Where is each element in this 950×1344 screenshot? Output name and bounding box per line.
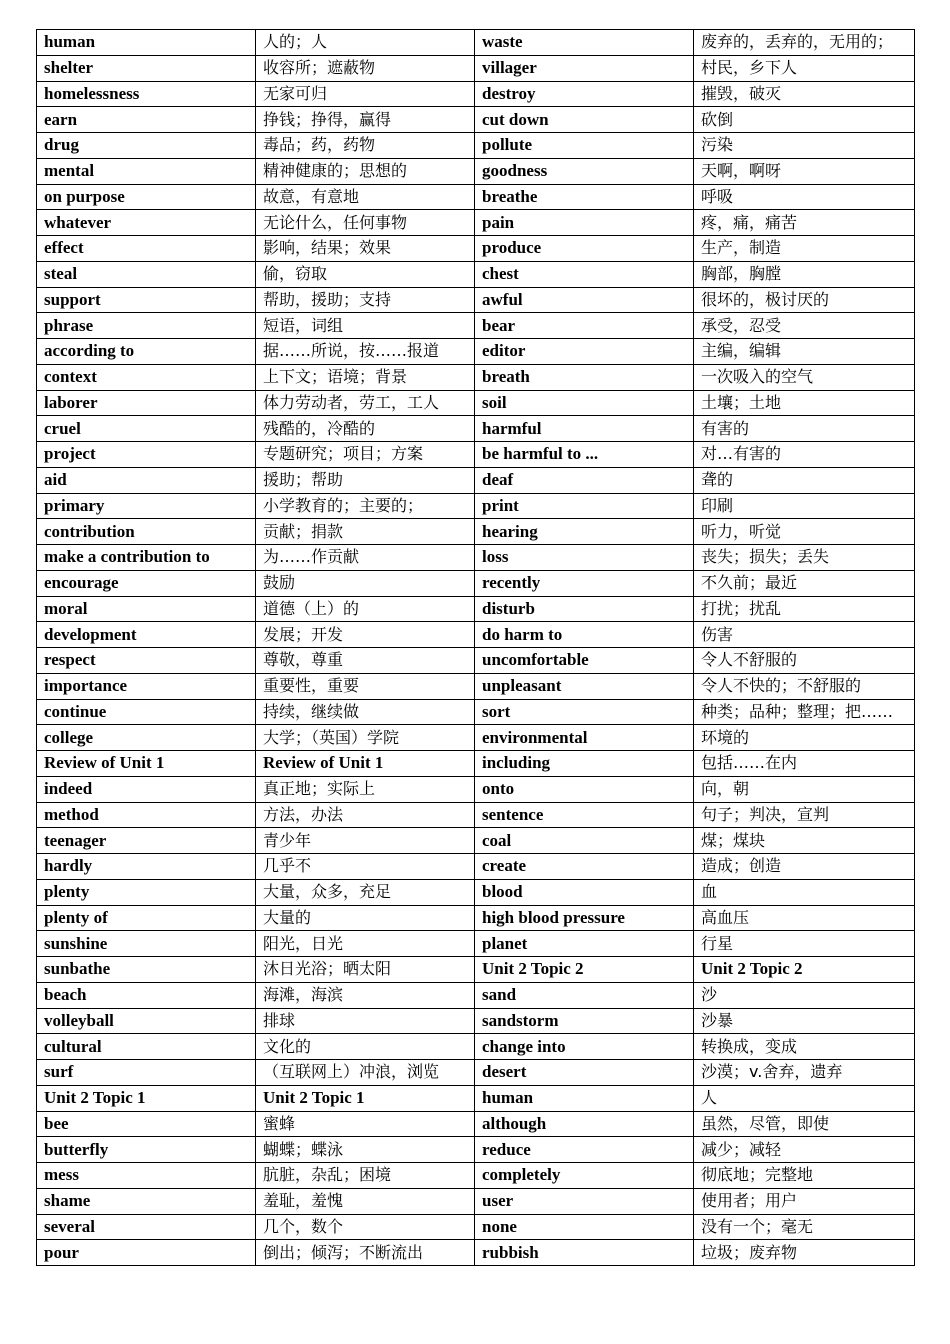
english-term: coal [475,828,694,854]
chinese-meaning: 肮脏，杂乱；困境 [256,1163,475,1189]
table-row [37,210,915,236]
section-heading: Unit 2 Topic 1 [256,1085,475,1111]
table-row [37,931,915,957]
english-term: on purpose [37,184,256,210]
chinese-meaning: 环境的 [694,725,915,751]
chinese-meaning: 垃圾；废弃物 [694,1240,915,1266]
chinese-meaning: 沐日光浴；晒太阳 [256,957,475,983]
chinese-meaning: 打扰；扰乱 [694,596,915,622]
english-term: none [475,1214,694,1240]
chinese-meaning: 重要性，重要 [256,673,475,699]
english-term: whatever [37,210,256,236]
english-term: planet [475,931,694,957]
english-term: context [37,364,256,390]
chinese-meaning: 转换成，变成 [694,1034,915,1060]
chinese-meaning: 听力，听觉 [694,519,915,545]
english-term: contribution [37,519,256,545]
english-term: drug [37,133,256,159]
chinese-meaning: 人的；人 [256,30,475,56]
chinese-meaning: 故意，有意地 [256,184,475,210]
table-row [37,1188,915,1214]
table-row [37,364,915,390]
chinese-meaning: 援助；帮助 [256,467,475,493]
english-term: soil [475,390,694,416]
table-row [37,261,915,287]
table-row [37,1008,915,1034]
english-term: high blood pressure [475,905,694,931]
english-term: pain [475,210,694,236]
english-term: Unit 2 Topic 1 [37,1085,256,1111]
chinese-meaning: 为……作贡献 [256,545,475,571]
english-term: completely [475,1163,694,1189]
table-row [37,854,915,880]
chinese-meaning: 一次吸入的空气 [694,364,915,390]
chinese-meaning: 人 [694,1085,915,1111]
table-row [37,879,915,905]
chinese-meaning: 很坏的，极讨厌的 [694,287,915,313]
english-term: goodness [475,158,694,184]
english-term: human [37,30,256,56]
chinese-meaning: 疼，痛，痛苦 [694,210,915,236]
english-term: laborer [37,390,256,416]
english-term: hardly [37,854,256,880]
chinese-meaning: 有害的 [694,416,915,442]
table-row [37,828,915,854]
table-row [37,1240,915,1266]
english-term: blood [475,879,694,905]
english-term: deaf [475,467,694,493]
english-term: do harm to [475,622,694,648]
english-term: loss [475,545,694,571]
english-term: print [475,493,694,519]
table-row [37,648,915,674]
english-term: homelessness [37,81,256,107]
chinese-meaning: 废弃的，丢弃的，无用的； [694,30,915,56]
chinese-meaning: 大量的 [256,905,475,931]
english-term: waste [475,30,694,56]
chinese-meaning: 几乎不 [256,854,475,880]
section-heading: Unit 2 Topic 2 [694,957,915,983]
chinese-meaning: 没有一个；毫无 [694,1214,915,1240]
chinese-meaning: 向，朝 [694,776,915,802]
table-row [37,751,915,777]
table-row [37,236,915,262]
english-term: disturb [475,596,694,622]
table-row [37,673,915,699]
english-term: phrase [37,313,256,339]
english-term: sunbathe [37,957,256,983]
english-term: Review of Unit 1 [37,751,256,777]
english-term: continue [37,699,256,725]
table-row [37,30,915,56]
english-term: reduce [475,1137,694,1163]
table-row [37,699,915,725]
chinese-meaning: 蝴蝶；蝶泳 [256,1137,475,1163]
chinese-meaning: 体力劳动者，劳工，工人 [256,390,475,416]
english-term: cruel [37,416,256,442]
chinese-meaning: 收容所；遮蔽物 [256,55,475,81]
chinese-meaning: 令人不舒服的 [694,648,915,674]
english-term: environmental [475,725,694,751]
section-heading: Review of Unit 1 [256,751,475,777]
chinese-meaning: 几个，数个 [256,1214,475,1240]
english-term: recently [475,570,694,596]
chinese-meaning: 摧毁，破灭 [694,81,915,107]
vocabulary-table [36,29,915,1266]
chinese-meaning: 伤害 [694,622,915,648]
chinese-meaning: 短语，词组 [256,313,475,339]
english-term: earn [37,107,256,133]
table-row [37,776,915,802]
chinese-meaning: 丧失；损失；丢失 [694,545,915,571]
english-term: rubbish [475,1240,694,1266]
english-term: sunshine [37,931,256,957]
english-term: shelter [37,55,256,81]
chinese-meaning: 虽然，尽管，即使 [694,1111,915,1137]
english-term: plenty [37,879,256,905]
chinese-meaning: 污染 [694,133,915,159]
chinese-meaning: 承受，忍受 [694,313,915,339]
english-term: unpleasant [475,673,694,699]
chinese-meaning: 种类；品种；整理；把…… [694,699,915,725]
chinese-meaning: 彻底地；完整地 [694,1163,915,1189]
chinese-meaning: 持续，继续做 [256,699,475,725]
chinese-meaning: 印刷 [694,493,915,519]
table-row [37,1034,915,1060]
chinese-meaning: 道德（上）的 [256,596,475,622]
chinese-meaning: 造成；创造 [694,854,915,880]
chinese-meaning: 土壤；土地 [694,390,915,416]
english-term: create [475,854,694,880]
chinese-meaning: 发展；开发 [256,622,475,648]
english-term: change into [475,1034,694,1060]
table-row [37,493,915,519]
english-term: indeed [37,776,256,802]
chinese-meaning: 鼓励 [256,570,475,596]
english-term: butterfly [37,1137,256,1163]
chinese-meaning: 包括……在内 [694,751,915,777]
english-term: onto [475,776,694,802]
table-row [37,1163,915,1189]
chinese-meaning: 排球 [256,1008,475,1034]
english-term: pollute [475,133,694,159]
english-term: bee [37,1111,256,1137]
english-term: villager [475,55,694,81]
chinese-meaning: 专题研究；项目；方案 [256,442,475,468]
table-row [37,1214,915,1240]
english-term: breathe [475,184,694,210]
chinese-meaning: 胸部，胸膛 [694,261,915,287]
chinese-meaning: 天啊，啊呀 [694,158,915,184]
english-term: respect [37,648,256,674]
table-row [37,184,915,210]
english-term: including [475,751,694,777]
table-row [37,570,915,596]
chinese-meaning: 尊敬，尊重 [256,648,475,674]
english-term: harmful [475,416,694,442]
table-row [37,287,915,313]
chinese-meaning: 无家可归 [256,81,475,107]
english-term: sand [475,982,694,1008]
english-term: cut down [475,107,694,133]
english-term: support [37,287,256,313]
chinese-meaning: 砍倒 [694,107,915,133]
chinese-meaning: 煤；煤块 [694,828,915,854]
table-row [37,133,915,159]
chinese-meaning: 帮助，援助；支持 [256,287,475,313]
english-term: be harmful to ... [475,442,694,468]
table-row [37,802,915,828]
chinese-meaning: 减少；减轻 [694,1137,915,1163]
english-term: project [37,442,256,468]
english-term: plenty of [37,905,256,931]
english-term: volleyball [37,1008,256,1034]
english-term: uncomfortable [475,648,694,674]
english-term: hearing [475,519,694,545]
table-row [37,519,915,545]
english-term: effect [37,236,256,262]
english-term: surf [37,1060,256,1086]
table-row [37,957,915,983]
chinese-meaning: 海滩，海滨 [256,982,475,1008]
table-row [37,339,915,365]
english-term: desert [475,1060,694,1086]
chinese-meaning: 据……所说，按……报道 [256,339,475,365]
english-term: awful [475,287,694,313]
table-row [37,905,915,931]
table-row [37,313,915,339]
english-term: cultural [37,1034,256,1060]
chinese-meaning: 大量，众多，充足 [256,879,475,905]
chinese-meaning: 阳光，日光 [256,931,475,957]
chinese-meaning: 不久前；最近 [694,570,915,596]
table-row [37,158,915,184]
table-row [37,107,915,133]
chinese-meaning: 句子；判决，宣判 [694,802,915,828]
table-row [37,416,915,442]
chinese-meaning: 令人不快的；不舒服的 [694,673,915,699]
english-term: destroy [475,81,694,107]
chinese-meaning: 沙暴 [694,1008,915,1034]
table-row [37,622,915,648]
english-term: mess [37,1163,256,1189]
chinese-meaning: 生产，制造 [694,236,915,262]
chinese-meaning: 主编，编辑 [694,339,915,365]
table-row [37,390,915,416]
table-row [37,1111,915,1137]
table-row [37,545,915,571]
chinese-meaning: 毒品；药，药物 [256,133,475,159]
table-row [37,725,915,751]
chinese-meaning: 方法，办法 [256,802,475,828]
english-term: development [37,622,256,648]
english-term: beach [37,982,256,1008]
english-term: primary [37,493,256,519]
chinese-meaning: 聋的 [694,467,915,493]
chinese-meaning: 血 [694,879,915,905]
english-term: user [475,1188,694,1214]
english-term: Unit 2 Topic 2 [475,957,694,983]
table-row [37,982,915,1008]
chinese-meaning: 残酷的，冷酷的 [256,416,475,442]
table-row [37,596,915,622]
chinese-meaning: 高血压 [694,905,915,931]
chinese-meaning: 大学；（英国）学院 [256,725,475,751]
chinese-meaning: 无论什么，任何事物 [256,210,475,236]
english-term: editor [475,339,694,365]
chinese-meaning: 羞耻，羞愧 [256,1188,475,1214]
english-term: college [37,725,256,751]
chinese-meaning: 使用者；用户 [694,1188,915,1214]
chinese-meaning: 小学教育的；主要的； [256,493,475,519]
chinese-meaning: 倒出；倾泻；不断流出 [256,1240,475,1266]
english-term: mental [37,158,256,184]
english-term: bear [475,313,694,339]
table-row [37,81,915,107]
chinese-meaning: 对…有害的 [694,442,915,468]
chinese-meaning: 青少年 [256,828,475,854]
english-term: make a contribution to [37,545,256,571]
chinese-meaning: 村民，乡下人 [694,55,915,81]
english-term: steal [37,261,256,287]
chinese-meaning: 贡献；捐款 [256,519,475,545]
chinese-meaning: 精神健康的；思想的 [256,158,475,184]
vocabulary-table-body [37,30,915,1266]
english-term: shame [37,1188,256,1214]
chinese-meaning: 行星 [694,931,915,957]
english-term: according to [37,339,256,365]
english-term: sort [475,699,694,725]
english-term: sandstorm [475,1008,694,1034]
table-row [37,442,915,468]
table-row [37,1085,915,1111]
chinese-meaning: 呼吸 [694,184,915,210]
chinese-meaning: 上下文；语境；背景 [256,364,475,390]
table-row [37,55,915,81]
english-term: breath [475,364,694,390]
english-term: produce [475,236,694,262]
english-term: several [37,1214,256,1240]
chinese-meaning: 沙漠；v.舍弃，遗弃 [694,1060,915,1086]
english-term: sentence [475,802,694,828]
chinese-meaning: 真正地；实际上 [256,776,475,802]
chinese-meaning: 偷，窃取 [256,261,475,287]
chinese-meaning: 蜜蜂 [256,1111,475,1137]
english-term: chest [475,261,694,287]
chinese-meaning: 影响，结果；效果 [256,236,475,262]
chinese-meaning: （互联网上）冲浪，浏览 [256,1060,475,1086]
english-term: method [37,802,256,828]
english-term: teenager [37,828,256,854]
table-row [37,1060,915,1086]
table-row [37,1137,915,1163]
english-term: although [475,1111,694,1137]
chinese-meaning: 文化的 [256,1034,475,1060]
english-term: moral [37,596,256,622]
english-term: encourage [37,570,256,596]
chinese-meaning: 挣钱；挣得，赢得 [256,107,475,133]
table-row [37,467,915,493]
english-term: human [475,1085,694,1111]
chinese-meaning: 沙 [694,982,915,1008]
english-term: importance [37,673,256,699]
english-term: aid [37,467,256,493]
english-term: pour [37,1240,256,1266]
